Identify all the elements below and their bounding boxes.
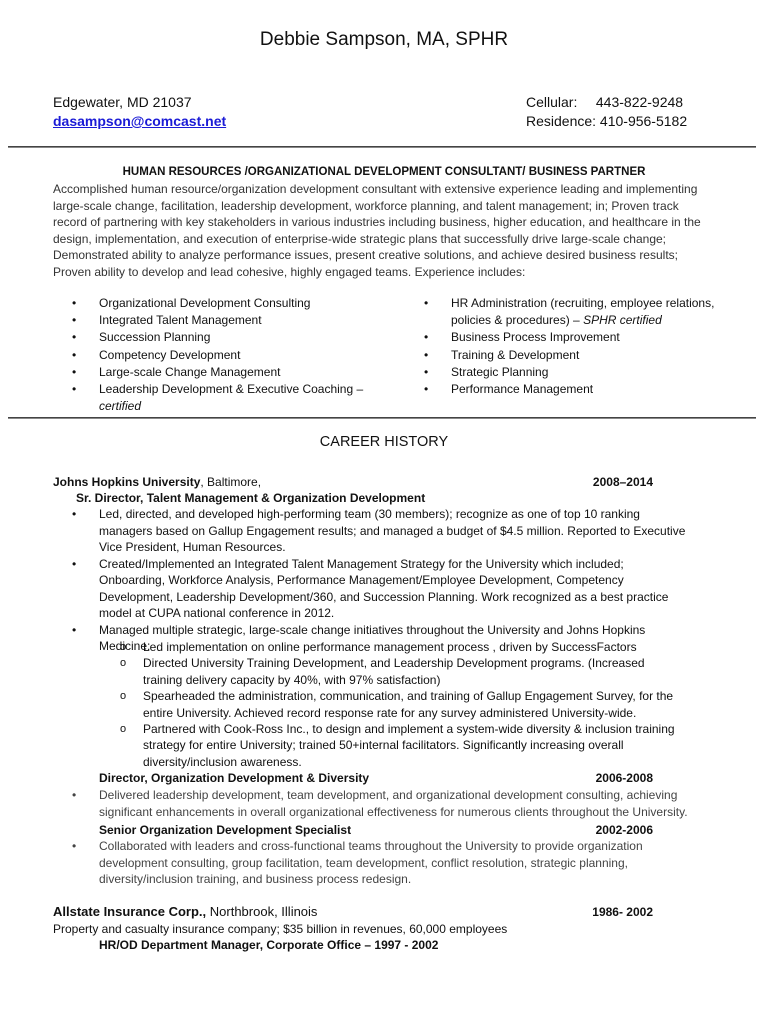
role-title: Sr. Director, Talent Management & Organization Development [76,491,426,505]
list-item: • Collaborated with leaders and cross-functional teams throughout the University to provide organization development consulting, group facilitation, team development, conflict resolution, strategic planning, diversity/inclusion training, and business process redesign. [72,838,692,888]
employer-row-allstate [53,904,653,921]
role-row-director [99,770,653,787]
skill-item-hr-admin [424,295,724,329]
residence-line: Residence: 410-956-5182 [526,113,688,129]
location: Edgewater, MD 21037 [53,94,192,110]
employer-city: Northbrook, Illinois [206,904,318,919]
sub-list-item: o Led implementation on online performance management process , driven by SuccessFactors [120,639,680,655]
sub-list-item: o Spearheaded the administration, communication, and training of Gallup Engagement Survey, for the entire University. Achieved record response rate for any survey administered University-wide. [120,688,680,721]
skills-right-column [424,295,724,398]
skill-item-coaching [72,381,392,415]
list-item: • Managed multiple strategic, large-scale change initiatives throughout the University and Johns Hopkins Medicine: [72,622,692,655]
skill-text: Leadership Development & Executive Coaching – [99,382,364,397]
sub-list-item: o Partnered with Cook-Ross Inc., to design and implement a system-wide diversity & inclusion training strategy for entire University; trained 50+internal facilitators. Significantly increasing overall diversity/inclusion awareness. [120,721,680,770]
profile-heading: HUMAN RESOURCES /ORGANIZATIONAL DEVELOPMENT CONSULTANT/ BUSINESS PARTNER [122,166,646,178]
cellular-line [526,93,687,112]
skill-item: • Competency Development [72,347,392,364]
list-item: • Delivered leadership development, team development, and organizational development consulting, achieving significant enhancements in overall organizational effectiveness for numerous clients throughout the University. [72,787,692,820]
skill-item: • Business Process Improvement [424,329,724,346]
role-dates: 2002-2006 [595,823,653,837]
employer-row-jhu [53,474,653,491]
employer-name: Allstate Insurance Corp., [53,904,207,919]
divider-career [8,417,756,419]
contact-right [526,93,687,131]
employer-dates: 2008–2014 [592,475,653,489]
sub-list-item: o Directed University Training Development, and Leadership Development programs. (Increased training delivery capacity by 40%, with 97% satisfaction) [120,655,680,688]
role-title: HR/OD Department Manager, Corporate Office – 1997 - 2002 [99,938,439,952]
role-title: Senior Organization Development Specialist [99,823,352,837]
certified-note: certified [99,399,142,414]
skill-item: • Organizational Development Consulting [72,295,392,312]
profile-summary: Accomplished human resource/organization development consultant with extensive experience leading and implementing large-scale change, facilitation, leadership development, workforce planning, and talent management; in; Proven track record of partnering with key stakeholders in various industries including business, higher education, and healthcare in the design, implementation, and execution of enterprise-wide strategic plans that successfully drive large-scale change; Demonstrated ability to analyze performance issues, present creative solutions, and achieve desired business results; Proven ability to develop and lead cohesive, highly engaged teams. Experience includes: [53,182,701,279]
skill-text: HR Administration (recruiting, employee relations, policies & procedures) – [451,296,715,328]
skill-item: • Large-scale Change Management [72,364,392,381]
employer-city: , Baltimore, [200,475,262,489]
skills-left-column [72,295,392,415]
skill-item: • Training & Development [424,347,724,364]
role-title: Director, Organization Development & Diversity [99,771,370,785]
senior-bullets [72,838,692,888]
skill-item: • Performance Management [424,381,724,398]
cellular-label: Cellular: [526,94,578,110]
candidate-name: Debbie Sampson, MA, SPHR [259,29,509,50]
jhu-bullets [72,506,692,655]
role-row-senior [99,822,653,839]
list-item: • Led, directed, and developed high-performing team (30 members); recognize as one of top 10 ranking managers based on Gallup Engagement results; and managed a budget of $4.5 million. Reported to Executive Vice President, Human Resources. [72,506,692,556]
employer-description: Property and casualty insurance company; $35 billion in revenues, 60,000 employees [53,922,508,936]
cellular-number: 443-822-9248 [595,94,684,110]
email-link[interactable]: dasampson@comcast.net [53,113,227,129]
employer-name: Johns Hopkins University [53,475,201,489]
skill-item: • Strategic Planning [424,364,724,381]
sphr-note: SPHR certified [583,313,662,328]
skill-item: • Succession Planning [72,329,392,346]
director-bullets [72,787,692,820]
list-item: • Created/Implemented an Integrated Talent Management Strategy for the University which included; Onboarding, Workforce Analysis, Performance Management/Employee Development, Competency Development, Leadership Development/360, and Succession Planning. Work recognized as a best practice model at CUPA national conference in 2012. [72,556,692,622]
skill-item: • Integrated Talent Management [72,312,392,329]
divider-top [8,146,756,148]
career-heading: CAREER HISTORY [319,434,449,450]
jhu-sub-bullets [120,639,680,770]
role-dates: 2006-2008 [595,771,653,785]
contact-left [53,93,226,131]
employer-dates: 1986- 2002 [592,905,653,919]
